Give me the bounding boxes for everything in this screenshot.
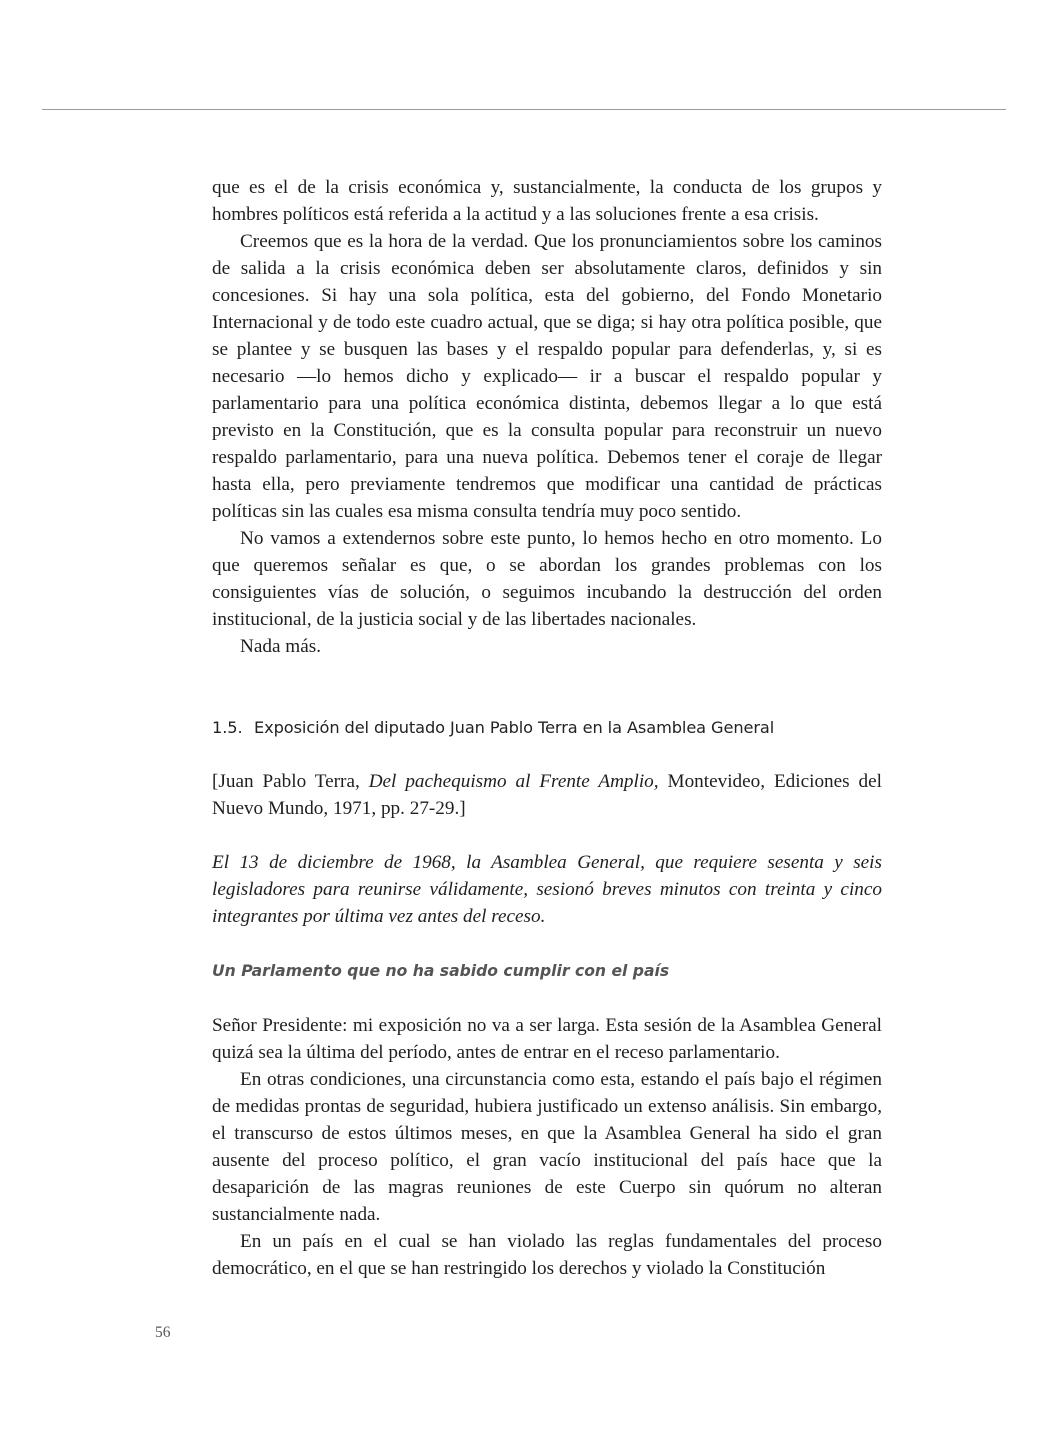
paragraph: En un país en el cual se han violado las reglas fundamentales del proceso democrático, en el que se han restringido los derechos y violado la Constitución bbox=[212, 1231, 882, 1279]
section-title: Exposición del diputado Juan Pablo Terra en la Asamblea General bbox=[254, 718, 775, 737]
intro-note-text: El 13 de diciembre de 1968, la Asamblea General, que requiere sesenta y seis legisladores para reunirse válidamente, sesionó breves minutos con treinta y cinco integrantes por última vez antes del receso. bbox=[212, 852, 882, 927]
paragraph: Nada más. bbox=[240, 636, 321, 657]
paragraph: No vamos a extendernos sobre este punto, lo hemos hecho en otro momento. Lo que queremos señalar es que, o se abordan los grandes problemas con los consiguientes vías de solución, o seguimos incubando la destrucción del orden institucional, de la justicia social y de las libertades nacionales. bbox=[212, 528, 882, 630]
section-number: 1.5. bbox=[212, 718, 243, 737]
source-citation bbox=[212, 768, 882, 822]
paragraph: que es el de la crisis económica y, sustancialmente, la conducta de los grupos y hombres políticos está referida a la actitud y a las soluciones frente a esa crisis. bbox=[212, 177, 882, 225]
citation-prefix: [Juan Pablo Terra, bbox=[212, 771, 369, 792]
section-heading bbox=[212, 715, 912, 741]
continuation-text bbox=[212, 174, 882, 660]
citation-book-title: Del pachequismo al Frente Amplio, bbox=[368, 771, 659, 792]
paragraph: En otras condiciones, una circunstancia como esta, estando el país bajo el régimen de medidas prontas de seguridad, hubiera justificado un extenso análisis. Sin embargo, el transcurso de estos últimos meses, en que la Asamblea General ha sido el gran ausente del proceso político, el gran vacío institucional del país hace que la desaparición de las magras reuniones de este Cuerpo sin quórum no alteran sustancialmente nada. bbox=[212, 1069, 882, 1225]
header-rule bbox=[42, 109, 1006, 110]
intro-note bbox=[212, 849, 882, 930]
page-number: 56 bbox=[155, 1324, 171, 1341]
citation-suffix: Montevideo, Ediciones del Nuevo Mundo, 1971, pp. 27-29.] bbox=[212, 771, 882, 819]
paragraph: Señor Presidente: mi exposición no va a ser larga. Esta sesión de la Asamblea General quizá sea la última del período, antes de entrar en el receso parlamentario. bbox=[212, 1015, 882, 1063]
subheading: Un Parlamento que no ha sabido cumplir con el país bbox=[212, 962, 670, 980]
speech-text bbox=[212, 1012, 882, 1282]
citation-text bbox=[212, 768, 882, 822]
paragraph: Creemos que es la hora de la verdad. Que los pronunciamientos sobre los caminos de salida a la crisis económica deben ser absolutamente claros, definidos y sin concesiones. Si hay una sola política, esta del gobierno, del Fondo Monetario Internacional y de todo este cuadro actual, que se diga; si hay otra política posible, que se plantee y se busquen las bases y el respaldo popular para defenderlas, y, si es necesario —lo hemos dicho y explicado— ir a buscar el respaldo popular y parlamentario para una política económica distinta, debemos llegar a lo que está previsto en la Constitución, que es la consulta popular para reconstruir un nuevo respaldo parlamentario, para una nueva política. Debemos tener el coraje de llegar hasta ella, pero previamente tendremos que modificar una cantidad de prácticas políticas sin las cuales esa misma consulta tendría muy poco sentido. bbox=[212, 231, 882, 522]
